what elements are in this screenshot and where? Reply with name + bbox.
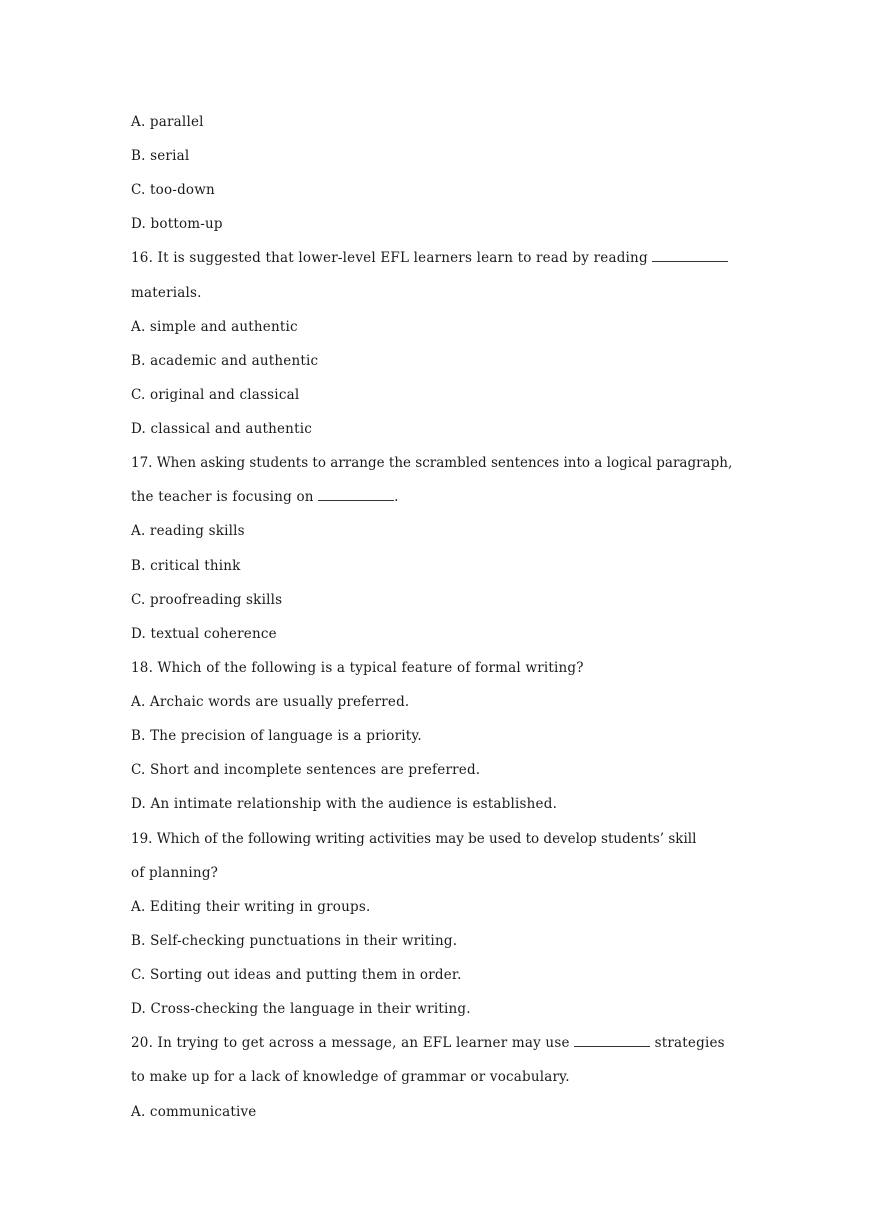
q16-stem-line2: materials. [131, 285, 202, 301]
q16-answer-blank [652, 249, 728, 262]
q15-option-a: A. parallel [131, 114, 204, 130]
q16-option-c: C. original and classical [131, 387, 300, 403]
q20-stem-line2: to make up for a lack of knowledge of grammar or vocabulary. [131, 1069, 570, 1085]
q19-stem-line2: of planning? [131, 865, 219, 881]
q18-option-b: B. The precision of language is a priority. [131, 728, 422, 744]
q15-option-c: C. too-down [131, 182, 215, 198]
q20-stem-line1 [131, 1033, 741, 1053]
q16-stem-text: 16. It is suggested that lower-level EFL learners learn to read by reading [131, 250, 648, 266]
q19-option-a: A. Editing their writing in groups. [131, 899, 371, 915]
q18-option-c: C. Short and incomplete sentences are preferred. [131, 762, 481, 778]
q20-stem-text: 20. In trying to get across a message, an EFL learner may use [131, 1035, 570, 1051]
q15-option-d: D. bottom-up [131, 216, 223, 232]
q17-stem-line1: 17. When asking students to arrange the scrambled sentences into a logical paragraph, [131, 455, 733, 471]
q17-option-b: B. critical think [131, 558, 241, 574]
q19-option-c: C. Sorting out ideas and putting them in order. [131, 967, 462, 983]
q17-answer-blank [318, 488, 394, 501]
q17-stem-line2 [131, 487, 741, 507]
q19-option-d: D. Cross-checking the language in their writing. [131, 1001, 471, 1017]
q16-stem-line1 [131, 248, 741, 268]
q19-option-b: B. Self-checking punctuations in their writing. [131, 933, 458, 949]
q20-option-a: A. communicative [131, 1104, 257, 1120]
q17-option-a: A. reading skills [131, 523, 245, 539]
q17-stem-text: the teacher is focusing on [131, 489, 314, 505]
q16-option-d: D. classical and authentic [131, 421, 312, 437]
q18-option-a: A. Archaic words are usually preferred. [131, 694, 410, 710]
q19-stem-line1: 19. Which of the following writing activities may be used to develop students’ skill [131, 831, 697, 847]
q17-option-c: C. proofreading skills [131, 592, 283, 608]
q20-answer-blank [574, 1034, 650, 1047]
q18-stem: 18. Which of the following is a typical feature of formal writing? [131, 660, 584, 676]
q17-stem-period: . [394, 489, 399, 505]
q18-option-d: D. An intimate relationship with the audience is established. [131, 796, 558, 812]
q16-option-b: B. academic and authentic [131, 353, 319, 369]
q15-option-b: B. serial [131, 148, 190, 164]
q17-option-d: D. textual coherence [131, 626, 277, 642]
q16-option-a: A. simple and authentic [131, 319, 298, 335]
q20-stem-text-after: strategies [654, 1035, 725, 1051]
